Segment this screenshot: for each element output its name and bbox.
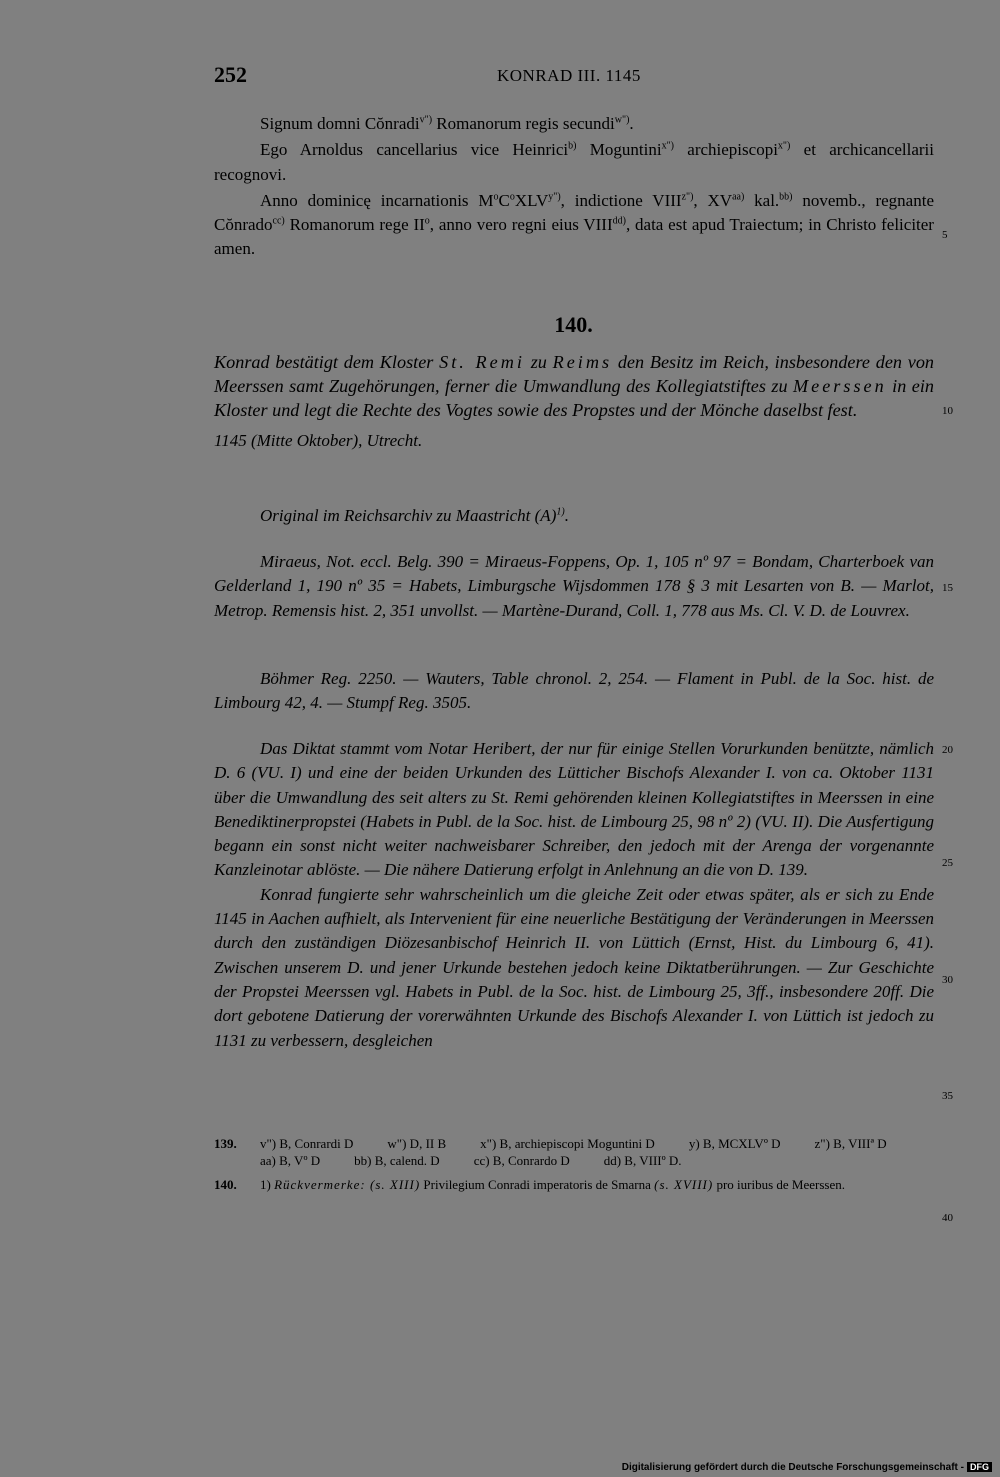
commentary-paragraph-2: Konrad fungierte sehr wahrscheinlich um die gleiche Zeit oder etwas später, als er sich zu Ende 1145 in Aachen aufhielt, als Intervenient für eine neuerliche Bestätigung der Veränderungen in Meerssen durch den zuständigen Diözesanbischof Heinrich II. von Lüttich (Ernst, Hist. du Limbourg 6, 41). Zwischen unserem D. und jener Urkunde bestehen jedoch keine Diktatberührungen. — Zur Geschichte der Propstei Meerssen vgl. Habets in Publ. de la Soc. hist. de Limbourg 25, 3ff., insbesondere 20ff. Die dort gebotene Datierung der vorerwähnten Urkunde des Bischofs Alexander I. von Lüttich ist jedoch zu 1131 zu verbessern, desgleichen [214,884,934,1050]
dating-line: Anno dominicę incarnationis $M^oC^oXLV^{y")}$, indictione $VIII^{z")}$, $XV^{aa)}$ kal.$^{bb)}$ novemb., regnante Cŏnrado$^{cc)}$ Romanorum rege $II^o$, anno vero regni eius $VIII^{dd)}$, data est apud Traiectum; in Christo feliciter amen. [214,190,934,259]
editions [214,550,934,623]
editions-text: Miraeus, Not. eccl. Belg. 390 = Miraeus-Foppens, Op. 1, 105 nº 97 = Bondam, Charterboek van Gelderland 1, 190 nº 35 = Habets, Limburgsche Wijsdommen 178 § 3 mit Lesarten von B. — Marlot, Metrop. Remensis hist. 2, 351 unvollst. — Martène-Durand, Coll. 1, 778 aus Ms. Cl. V. D. de Louvrex. [214,552,934,620]
prev-doc-eschatocol [214,112,934,262]
regest [214,350,934,453]
regesta [214,667,934,716]
line-number: 20 [942,744,953,756]
recognition-line: Ego Arnoldus cancellarius vice Heinrici$^{b)}$ Moguntini$^{x")}$ archiepiscopi$^{x")}$ et archicancellarii recognovi. [214,140,934,184]
commentary-paragraph-1: Das Diktat stammt vom Notar Heribert, der nur für einige Stellen Vorurkunden benützte, nämlich D. 6 (VU. I) und eine der beiden Urkunden des Lütticher Bischofs Alexander I. von ca. Oktober 1131 über die Umwandlung des seit alters zu St. Remi gehörenden kleinen Kollegiatstiftes in Meerssen in eine Benediktinerpropstei (Habets in Publ. de la Soc. hist. de Limbourg 25, 98 nº 2) (VU. II). Die Ausfertigung begann ein sonst nicht weiter nachweisbarer Schreiber, den jedoch mit der Arenga der vorgenannte Kanzleinotar ablöste. — Die nähere Datierung erfolgt in Anlehnung an die von D. 139. [214,739,934,880]
regesta-text: Böhmer Reg. 2250. — Wauters, Table chronol. 2, 254. — Flament in Publ. de la Soc. hist. de Limbourg 42, 4. — Stumpf Reg. 3505. [214,669,934,713]
credit-text: Digitalisierung gefördert durch die Deutsche Forschungsgemeinschaft - [621,1462,964,1473]
footnote-140 [214,1177,934,1194]
page-header [214,62,934,96]
footnote-text: v") B, Conrardi D w") D, II B x") B, archiepiscopi Moguntini D y) B, MCXLVº D z") B, VIIIª Daa) B, Vº D bb) B, calend. D cc) B, Conrardo D dd) B, VIIIº D. [260,1136,887,1168]
original-text: Original im Reichsarchiv zu Maastricht $(A)^{1)}$. [260,506,569,525]
footnote-label: 139. [214,1136,237,1151]
running-title: KONRAD III. 1145 [497,66,641,85]
regest-text: Konrad bestätigt dem Kloster St. Remi zu Reims den Besitz im Reich, insbesondere den von Meerssen samt Zugehörungen, ferner die Umwandlung des Kollegiatstiftes zu Meerssen in ein Kloster und legt die Rechte des Vogtes sowie des Propstes und der Mönche daselbst fest. [214,352,935,420]
footnotes [214,1136,934,1194]
line-number: 40 [942,1212,953,1224]
line-number: 30 [942,974,953,986]
commentary [214,737,934,1053]
page-number: 252 [214,62,247,87]
document-number: 140. [554,312,593,337]
line-number: 5 [942,229,948,241]
digitization-credit [622,1462,992,1473]
line-number: 10 [942,405,953,417]
line-number: 15 [942,582,953,594]
line-number: 25 [942,857,953,869]
original-note [214,504,934,528]
footnote-139 [214,1136,934,1169]
signum-line: Signum domni Cŏnradi$^{v")}$ Romanorum regis secundi$^{w")}$. [260,114,634,133]
footnote-label: 140. [214,1177,237,1192]
footnote-text: 1) Rückvermerke: (s. XIII) Privilegium Conradi imperatoris de Smarna (s. XVIII) pro iuribus de Meerssen. [260,1177,845,1192]
line-number: 35 [942,1090,953,1102]
dfg-logo-icon: DFG [967,1462,992,1472]
date-place: 1145 (Mitte Oktober), Utrecht. [214,431,423,450]
